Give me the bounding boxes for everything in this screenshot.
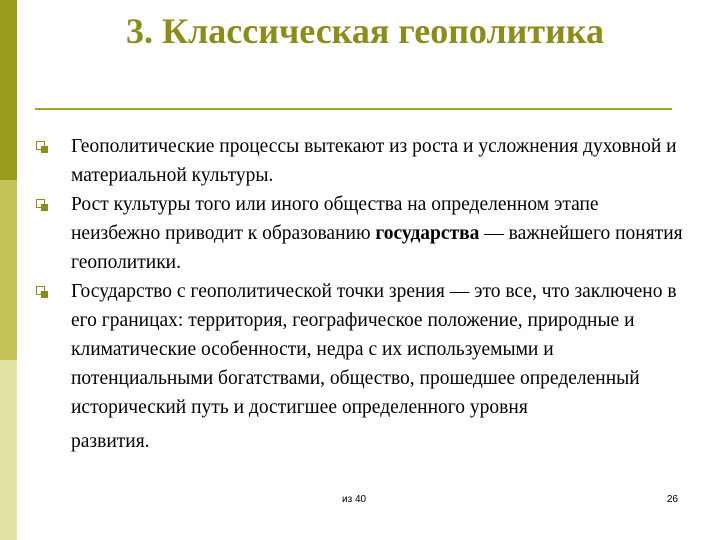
- bullet-list: [36, 132, 686, 456]
- square-bullet-icon: [36, 141, 45, 150]
- title-divider: [35, 108, 672, 110]
- slide-title: 3. Классическая геополитика: [125, 11, 605, 51]
- slide-count-footer: из 40: [342, 494, 367, 505]
- sidebar-band-mid: [0, 180, 17, 360]
- bullet-text: [71, 277, 686, 456]
- bullet-item-3: [36, 277, 686, 456]
- page-number: 26: [666, 494, 678, 505]
- bullet-text-start: Рост культуры того или иного общества на определенном этапе неизбежно приводит к образованию: [71, 194, 599, 244]
- bullet-text: Геополитические процессы вытекают из роста и усложнения духовной и материальной культуры.: [71, 136, 677, 186]
- bullet-item-1: [36, 132, 686, 190]
- square-bullet-icon: [36, 286, 45, 295]
- bullet-text-main: Государство с геополитической точки зрения — это все, что заключено в его границах: территория, географическое положение, природные и климатические особенности, недра с их используемыми и потенциальными богатствами, общество, прошедшее определенный исторический путь и достигшее определенного уровня: [71, 281, 677, 418]
- sidebar-band-light: [0, 360, 17, 540]
- square-bullet-icon: [36, 199, 45, 208]
- bullet-item-2: [36, 190, 686, 277]
- bullet-text-end: — важнейшего понятия геополитики.: [71, 223, 683, 273]
- bullet-text: [71, 190, 686, 277]
- bold-term: государства: [375, 223, 480, 244]
- bullet-text-last-word: развития.: [71, 431, 150, 452]
